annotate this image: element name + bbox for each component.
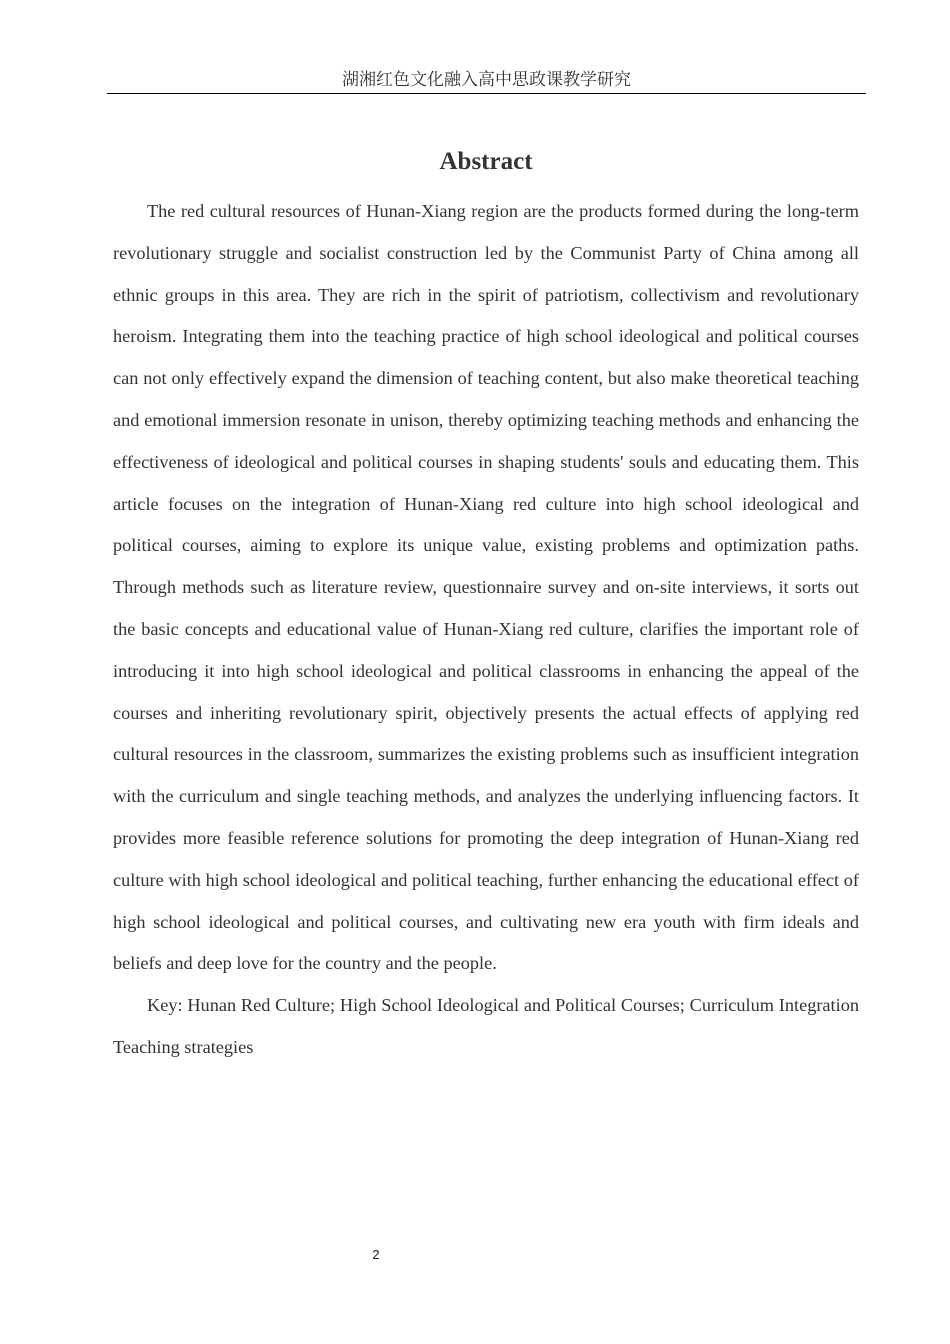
abstract-body [113,191,859,1069]
abstract-paragraph: The red cultural resources of Hunan-Xiang region are the products formed during the long-term revolutionary struggle and socialist construction led by the Communist Party of China among all ethnic groups in this area. They are rich in the spirit of patriotism, collectivism and revolutionary heroism. Integrating them into the teaching practice of high school ideological and political courses can not only effectively expand the dimension of teaching content, but also make theoretical teaching and emotional immersion resonate in unison, thereby optimizing teaching methods and enhancing the effectiveness of ideological and political courses in shaping students' souls and educating them. This article focuses on the integration of Hunan-Xiang red culture into high school ideological and political courses, aiming to explore its unique value, existing problems and optimization paths. Through methods such as literature review, questionnaire survey and on-site interviews, it sorts out the basic concepts and educational value of Hunan-Xiang red culture, clarifies the important role of introducing it into high school ideological and political classrooms in enhancing the appeal of the courses and inheriting revolutionary spirit, objectively presents the actual effects of applying red cultural resources in the classroom, summarizes the existing problems such as insufficient integration with the curriculum and single teaching methods, and analyzes the underlying influencing factors. It provides more feasible reference solutions for promoting the deep integration of Hunan-Xiang red culture with high school ideological and political teaching, further enhancing the educational effect of high school ideological and political courses, and cultivating new era youth with firm ideals and beliefs and deep love for the country and the people. [113,201,859,974]
running-header: 湖湘红色文化融入高中思政课教学研究 [107,68,866,94]
abstract-title: Abstract [439,148,533,175]
page-number: 2 [372,1247,380,1262]
keywords-paragraph: Key: Hunan Red Culture; High School Ideological and Political Courses; Curriculum Integration Teaching strategies [113,995,859,1057]
